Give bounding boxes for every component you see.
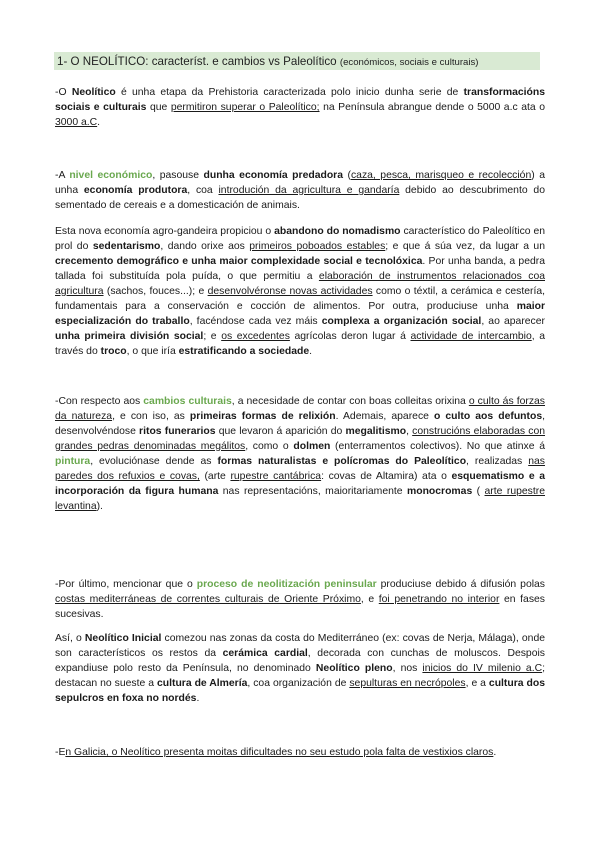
text-run: (enterramentos colectivos). No que atinxe á	[330, 441, 545, 452]
text-run: costas mediterráneas de correntes culturais de Oriente Próximo	[55, 594, 361, 605]
text-run: (	[343, 170, 351, 181]
text-run: cultura de Almería	[156, 678, 248, 689]
section-heading	[54, 52, 540, 70]
text-run: inicios do IV milenio a.C	[422, 663, 543, 674]
text-run: primeiros poboados estables	[249, 241, 386, 252]
text-run: é unha etapa da Prehistoria caracterizada polo inicio dunha serie de	[115, 87, 464, 98]
text-run: esquematismo e a incorporación da figura humana	[55, 471, 545, 497]
text-run: .	[196, 693, 200, 704]
paragraph-cultural-changes	[55, 394, 545, 514]
text-run: : covas de Altamira) ata o	[321, 471, 452, 482]
text-run: 3000 a.C	[55, 117, 98, 128]
text-run: complexa a organización social	[321, 316, 482, 327]
text-run: , e a	[465, 678, 489, 689]
text-run: os excedentes	[221, 331, 290, 342]
text-run: -A	[55, 170, 70, 181]
text-run: crecemento demográfico e unha maior complexidade social e tecnolóxica	[55, 256, 423, 267]
text-run: , coa organización de	[247, 678, 350, 689]
text-run: nas paredes dos refuxios e covas,	[55, 456, 545, 482]
text-run: , coa	[187, 185, 219, 196]
text-run: na Península abrangue dende o 5000 a.c ata o	[319, 102, 545, 113]
text-run: maior especialización do traballo	[55, 301, 545, 327]
text-run: produciuse debido á difusión polas	[376, 579, 546, 590]
text-run: , nos	[392, 663, 423, 674]
text-run: estratificando a sociedade	[178, 346, 310, 357]
green-highlight: proceso de neolitización peninsular	[196, 579, 377, 590]
text-run: -Por último, mencionar que o	[55, 579, 197, 590]
text-run: . Por unha banda, a pedra tallada foi substituída pola puída, o que permitiu a	[55, 256, 545, 282]
green-highlight: pintura	[55, 456, 91, 467]
text-run: economía produtora	[83, 185, 188, 196]
text-run: (sachos, fouces...); e	[103, 286, 208, 297]
text-run: .	[97, 117, 101, 128]
text-run: -Con respecto aos	[55, 396, 144, 407]
text-run: en fases sucesivas.	[55, 594, 545, 620]
paragraph-neolithization	[55, 577, 545, 622]
text-run: monocromas	[406, 486, 473, 497]
text-run: arte rupestre levantina	[55, 486, 545, 512]
text-run: ,	[406, 426, 413, 437]
text-run: , a necesidade de contar con boas colleitas orixina	[231, 396, 469, 407]
heading-main: 1- O NEOLÍTICO: característ. e cambios vs Paleolítico	[57, 55, 337, 68]
green-highlight: nivel económico	[69, 170, 153, 181]
text-run: rupestre cantábrica	[230, 471, 322, 482]
text-run: como o téxtil, a cerámica e cestería, fundamentais para a conservación e cocción de alimentos. Por outra, produciuse unha	[55, 286, 546, 312]
text-run: (	[472, 486, 485, 497]
text-run: , realizadas	[466, 456, 529, 467]
text-run: cerámica cardial	[222, 648, 308, 659]
text-run: que levaron á aparición do	[215, 426, 346, 437]
text-run: , dando orixe aos	[160, 241, 250, 252]
text-run: , o que iría	[126, 346, 179, 357]
text-run: abandono do nomadismo	[274, 226, 401, 237]
text-run: , como o	[245, 441, 294, 452]
text-run: , e	[360, 594, 379, 605]
text-run: nas representacións, maioritariamente	[218, 486, 407, 497]
text-run: sedentarismo	[92, 241, 161, 252]
text-run: Así, o	[55, 633, 85, 644]
text-run: -O	[55, 87, 72, 98]
text-run: ).	[96, 501, 103, 512]
text-run: foi penetrando no interior	[378, 594, 500, 605]
text-run: ritos funerarios	[139, 426, 216, 437]
text-run: , pasouse	[152, 170, 204, 181]
paragraph-economic-level	[55, 168, 545, 213]
text-run: que	[146, 102, 171, 113]
text-run: .	[493, 747, 497, 758]
paragraph-agro-economy	[55, 224, 545, 359]
text-run: caza, pesca, marisqueo e recolección	[350, 170, 532, 181]
text-run: ; e	[203, 331, 222, 342]
text-run: transformacións sociais e culturais	[55, 87, 545, 113]
text-run: permitiron superar o Paleolítico;	[170, 102, 320, 113]
text-run: introdución da agricultura e gandaría	[218, 185, 400, 196]
text-run: debido ao descubrimento do sementado de cereais e a domesticación de animais.	[55, 185, 545, 211]
text-run: o culto aos defuntos	[433, 411, 543, 422]
text-run: , ao aparecer	[481, 316, 545, 327]
text-run: , a través do	[55, 331, 545, 357]
text-run: dunha economía predadora	[203, 170, 343, 181]
text-run: elaboración de instrumentos relacionados coa agricultura	[55, 271, 545, 297]
text-run: unha primeira división social	[55, 331, 204, 342]
text-run: construcións elaboradas con grandes pedras denominadas megálitos	[55, 426, 546, 452]
text-run: Neolítico pleno	[315, 663, 393, 674]
text-run: Neolítico Inicial	[84, 633, 162, 644]
text-run: . Ademais, aparece	[335, 411, 434, 422]
text-run: , decorada con cunchas de moluscos. Despois expandiuse polo resto da Península, no denominado	[55, 648, 545, 674]
text-run: ; destacan no sueste a	[55, 663, 545, 689]
green-highlight: cambios culturais	[143, 396, 232, 407]
text-run: primeiras formas de relixión	[189, 411, 336, 422]
text-run: troco	[100, 346, 127, 357]
text-run: sepulturas en necrópoles	[349, 678, 466, 689]
text-run: cultura dos sepulcros en foxa no nordés	[55, 678, 545, 704]
paragraph-neolithic-phases	[55, 631, 545, 706]
text-run: agrícolas deron lugar á	[289, 331, 411, 342]
text-run: característico do Paleolítico en prol do	[55, 226, 546, 252]
text-run: n Galicia, o Neolítico presenta moitas dificultades no seu estudo pola falta de vestixios claros	[65, 747, 494, 758]
text-run: Neolítico	[71, 87, 116, 98]
heading-subtitle: (económicos, sociais e culturais)	[339, 57, 479, 68]
text-run: ) a unha	[55, 170, 545, 196]
text-run: -E	[55, 747, 66, 758]
text-run: , desenvolvéndose	[55, 411, 545, 437]
text-run: ; e que á súa vez, da lugar a un	[385, 241, 545, 252]
text-run: desenvolvéronse novas actividades	[207, 286, 373, 297]
paragraph-galicia	[55, 745, 545, 760]
paragraph-neolithic-intro	[55, 85, 545, 130]
text-run: megalitismo	[345, 426, 407, 437]
text-run: .	[309, 346, 313, 357]
text-run: comezou nas zonas da costa do Mediterráneo (ex: covas de Nerja, Málaga), onde son característicos os restos da	[55, 633, 546, 659]
text-run: dolmen	[293, 441, 331, 452]
text-run: formas naturalistas e polícromas do Paleolítico	[217, 456, 467, 467]
text-run: (arte	[199, 471, 231, 482]
text-run: o culto ás forzas da natureza	[55, 396, 545, 422]
text-run: , evoluciónase dende as	[90, 456, 218, 467]
text-run: , facéndose cada vez máis	[189, 316, 322, 327]
text-run: , e con iso, as	[112, 411, 190, 422]
text-run: Esta nova economía agro-gandeira propiciou o	[55, 226, 275, 237]
text-run: actividade de intercambio	[410, 331, 532, 342]
